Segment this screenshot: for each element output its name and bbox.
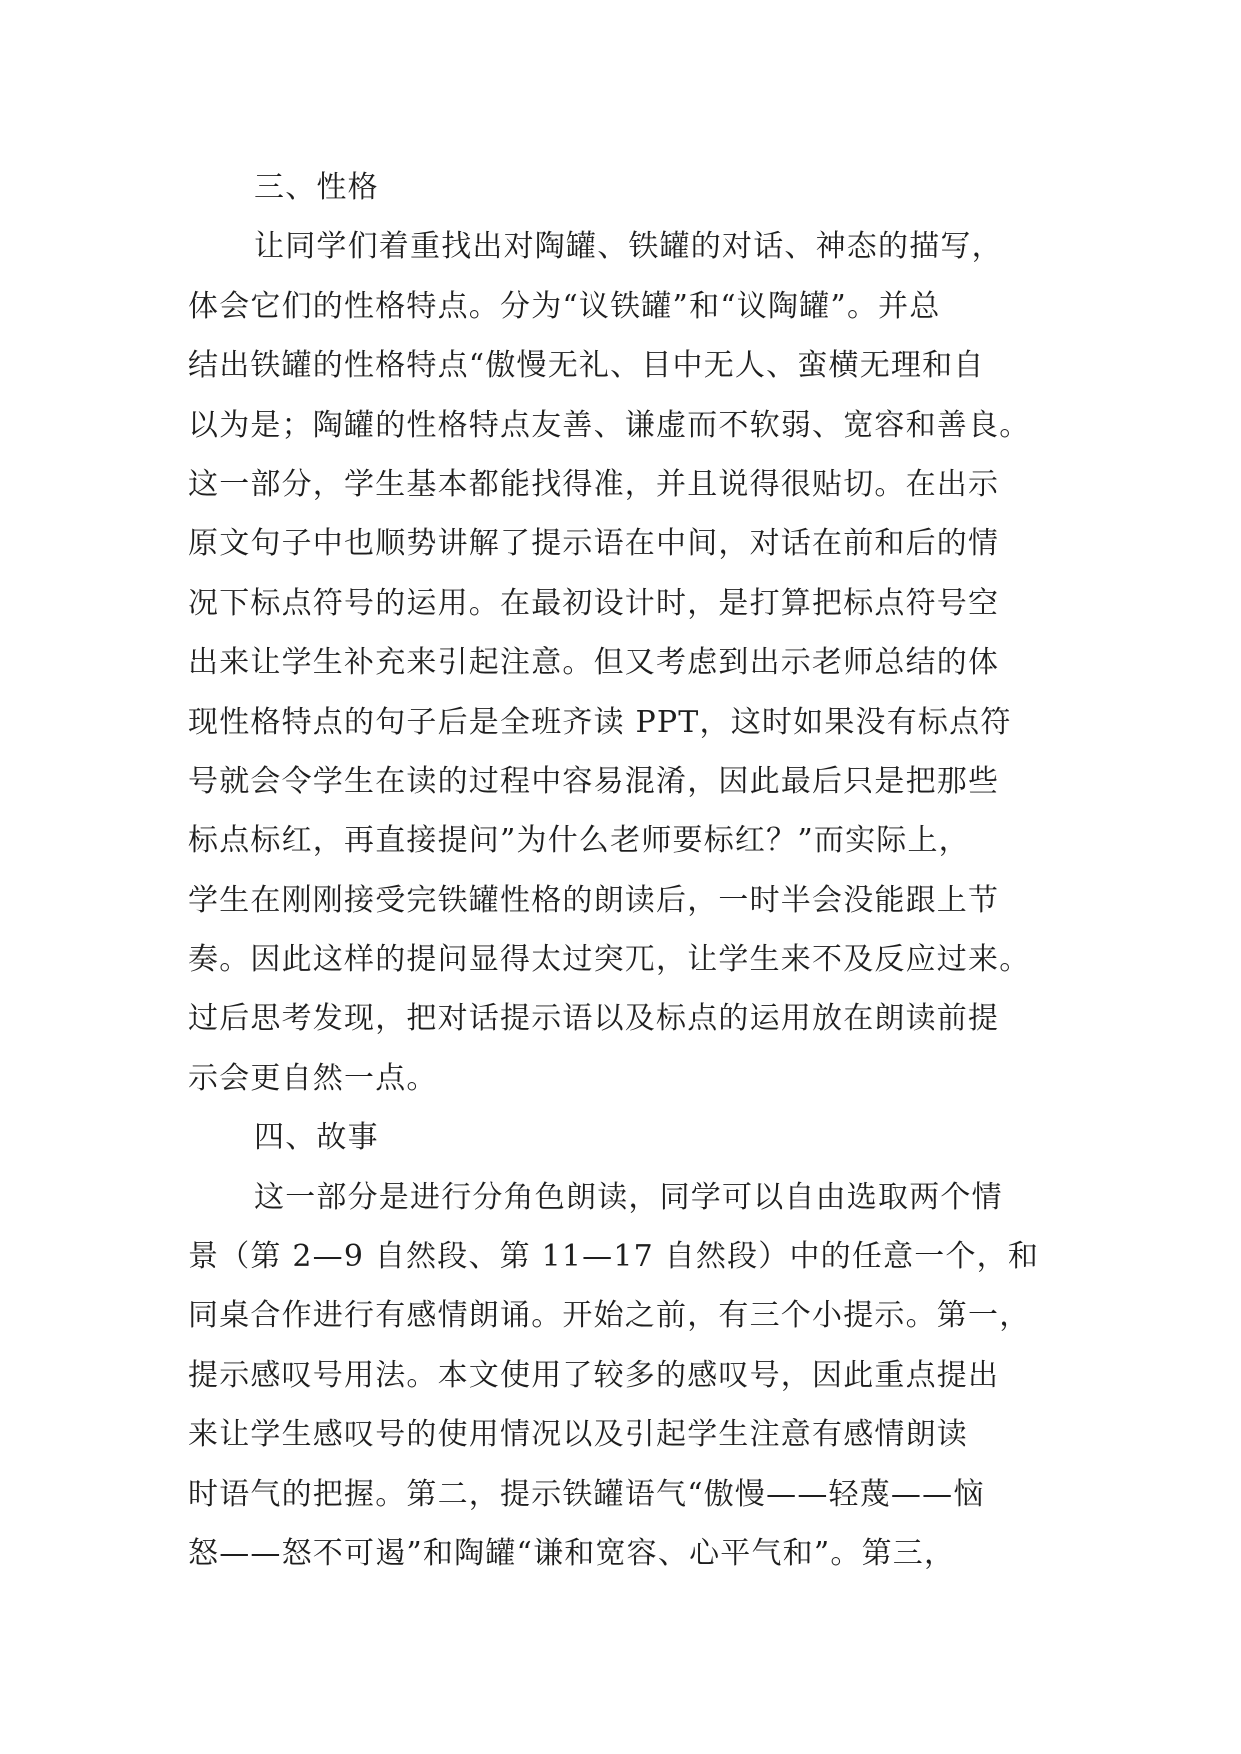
document-body bbox=[188, 158, 1058, 1583]
text-line: 过后思考发现，把对话提示语以及标点的运用放在朗读前提 bbox=[188, 1001, 1000, 1037]
text-line: 怒——怒不可遏”和陶罐“谦和宽容、心平气和”。第三， bbox=[188, 1535, 956, 1571]
text-line: 奏。因此这样的提问显得太过突兀，让学生来不及反应过来。 bbox=[188, 942, 1031, 978]
text-line: 体会它们的性格特点。分为“议铁罐”和“议陶罐”。并总 bbox=[188, 288, 941, 324]
text-line: 况下标点符号的运用。在最初设计时，是打算把标点符号空 bbox=[188, 585, 1000, 621]
text-line: 示会更自然一点。 bbox=[188, 1060, 438, 1096]
text-line: 标点标红，再直接提问”为什么老师要标红？”而实际上， bbox=[188, 823, 970, 859]
text-line: 来让学生感叹号的使用情况以及引起学生注意有感情朗读 bbox=[188, 1417, 968, 1453]
text-line: 号就会令学生在读的过程中容易混淆，因此最后只是把那些 bbox=[188, 763, 1000, 799]
text-line: 同桌合作进行有感情朗诵。开始之前，有三个小提示。第一， bbox=[188, 1298, 1031, 1334]
text-line: 出来让学生补充来引起注意。但又考虑到出示老师总结的体 bbox=[188, 645, 1000, 681]
text-line: 让同学们着重找出对陶罐、铁罐的对话、神态的描写， bbox=[254, 229, 1003, 265]
text-line: 现性格特点的句子后是全班齐读 PPT，这时如果没有标点符 bbox=[188, 704, 1012, 740]
text-line: 结出铁罐的性格特点“傲慢无礼、目中无人、蛮横无理和自 bbox=[188, 348, 985, 384]
text-line: 景（第 2—9 自然段、第 11—17 自然段）中的任意一个，和 bbox=[188, 1239, 1040, 1275]
text-line: 原文句子中也顺势讲解了提示语在中间，对话在前和后的情 bbox=[188, 526, 1000, 562]
text-line: 三、性格 bbox=[254, 170, 379, 205]
text-line: 时语气的把握。第二，提示铁罐语气“傲慢——轻蔑——恼 bbox=[188, 1476, 985, 1512]
text-line: 这一部分，学生基本都能找得准，并且说得很贴切。在出示 bbox=[188, 466, 1000, 502]
text-line: 以为是；陶罐的性格特点友善、谦虚而不软弱、宽容和善良。 bbox=[188, 407, 1031, 443]
text-line: 四、故事 bbox=[254, 1120, 379, 1156]
text-line: 学生在刚刚接受完铁罐性格的朗读后，一时半会没能跟上节 bbox=[188, 882, 1000, 918]
text-line: 这一部分是进行分角色朗读，同学可以自由选取两个情 bbox=[254, 1179, 1003, 1215]
text-line: 提示感叹号用法。本文使用了较多的感叹号，因此重点提出 bbox=[188, 1357, 1000, 1393]
